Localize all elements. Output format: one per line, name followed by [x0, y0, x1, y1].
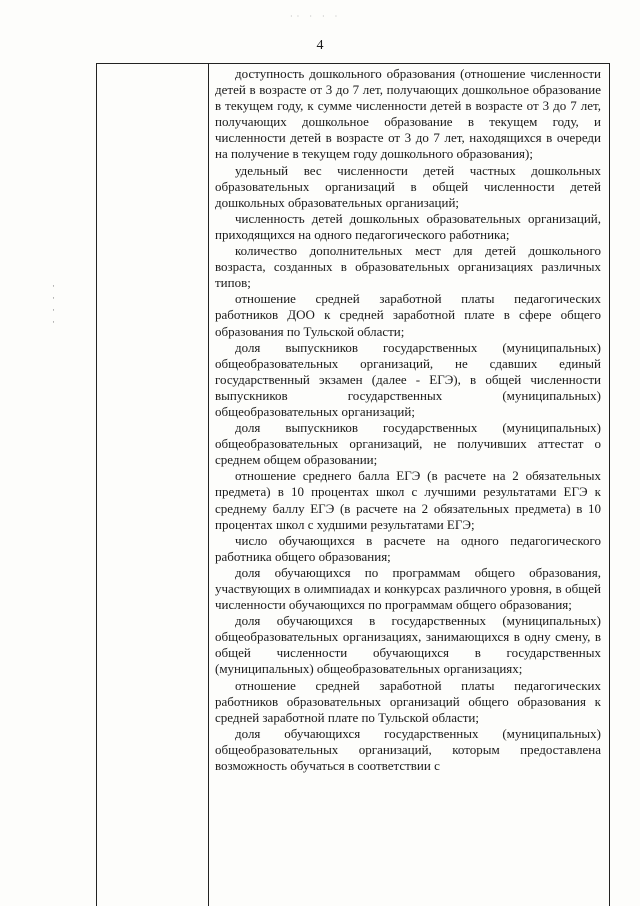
- page-number: 4: [316, 38, 324, 53]
- paragraph: количество дополнительных мест для детей дошкольного возраста, созданных в образовательных организациях различных типов;: [215, 243, 601, 291]
- document-table: [96, 63, 610, 906]
- margin-scan-marks: · · · ·: [52, 281, 55, 327]
- paragraph: доля обучающихся в государственных (муниципальных) общеобразовательных организациях, занимающихся в одну смену, в общей численности обучающихся в государственных (муниципальных) общеобразовательных организациях;: [215, 613, 601, 677]
- table-column-divider: [208, 64, 209, 906]
- paragraph: доля обучающихся государственных (муниципальных) общеобразовательных организаций, которым предоставлена возможность обучаться в соответствии с: [215, 725, 601, 774]
- indicators-cell: [215, 66, 601, 774]
- paragraph: доля выпускников государственных (муниципальных) общеобразовательных организаций, не сдавших единый государственный экзамен (далее - ЕГЭ), в общей численности выпускников государственных (муниципальных) общеобразовательных организаций;: [215, 339, 601, 419]
- paragraph: численность детей дошкольных образовательных организаций, приходящихся на одного педагогического работника;: [215, 210, 601, 242]
- paragraph: доступность дошкольного образования (отношение численности детей в возрасте от 3 до 7 лет, получающих дошкольное образование в текущем году, к сумме численности детей в возрасте от 3 до 7 лет, получающих дошкольное образование в текущем году, и численности детей в возрасте от 3 до 7 лет, находящихся в очереди на получение в текущем году дошкольного образования);: [215, 66, 601, 162]
- paragraph: удельный вес численности детей частных дошкольных образовательных организаций в общей численности детей дошкольных образовательных организаций;: [215, 162, 601, 210]
- paragraph: доля выпускников государственных (муниципальных) общеобразовательных организаций, не получивших аттестат о среднем общем образовании;: [215, 420, 601, 468]
- scan-artifact-marks: ·· · · ·: [290, 12, 342, 21]
- paragraph: отношение среднего балла ЕГЭ (в расчете на 2 обязательных предмета) в 10 процентах школ с лучшими результатами ЕГЭ к среднему баллу ЕГЭ (в расчете на 2 обязательных предмета) в 10 процентах школ с худшими результатами ЕГЭ;: [215, 468, 601, 532]
- paragraph: число обучающихся в расчете на одного педагогического работника общего образования;: [215, 532, 601, 564]
- paragraph: отношение средней заработной платы педагогических работников образовательных организаций общего образования к средней заработной плате по Тульской области;: [215, 677, 601, 725]
- paragraph: доля обучающихся по программам общего образования, участвующих в олимпиадах и конкурсах различного уровня, в общей численности обучающихся по программам общего образования;: [215, 564, 601, 613]
- paragraph: отношение средней заработной платы педагогических работников ДОО к средней заработной плате в сфере общего образования по Тульской области;: [215, 291, 601, 339]
